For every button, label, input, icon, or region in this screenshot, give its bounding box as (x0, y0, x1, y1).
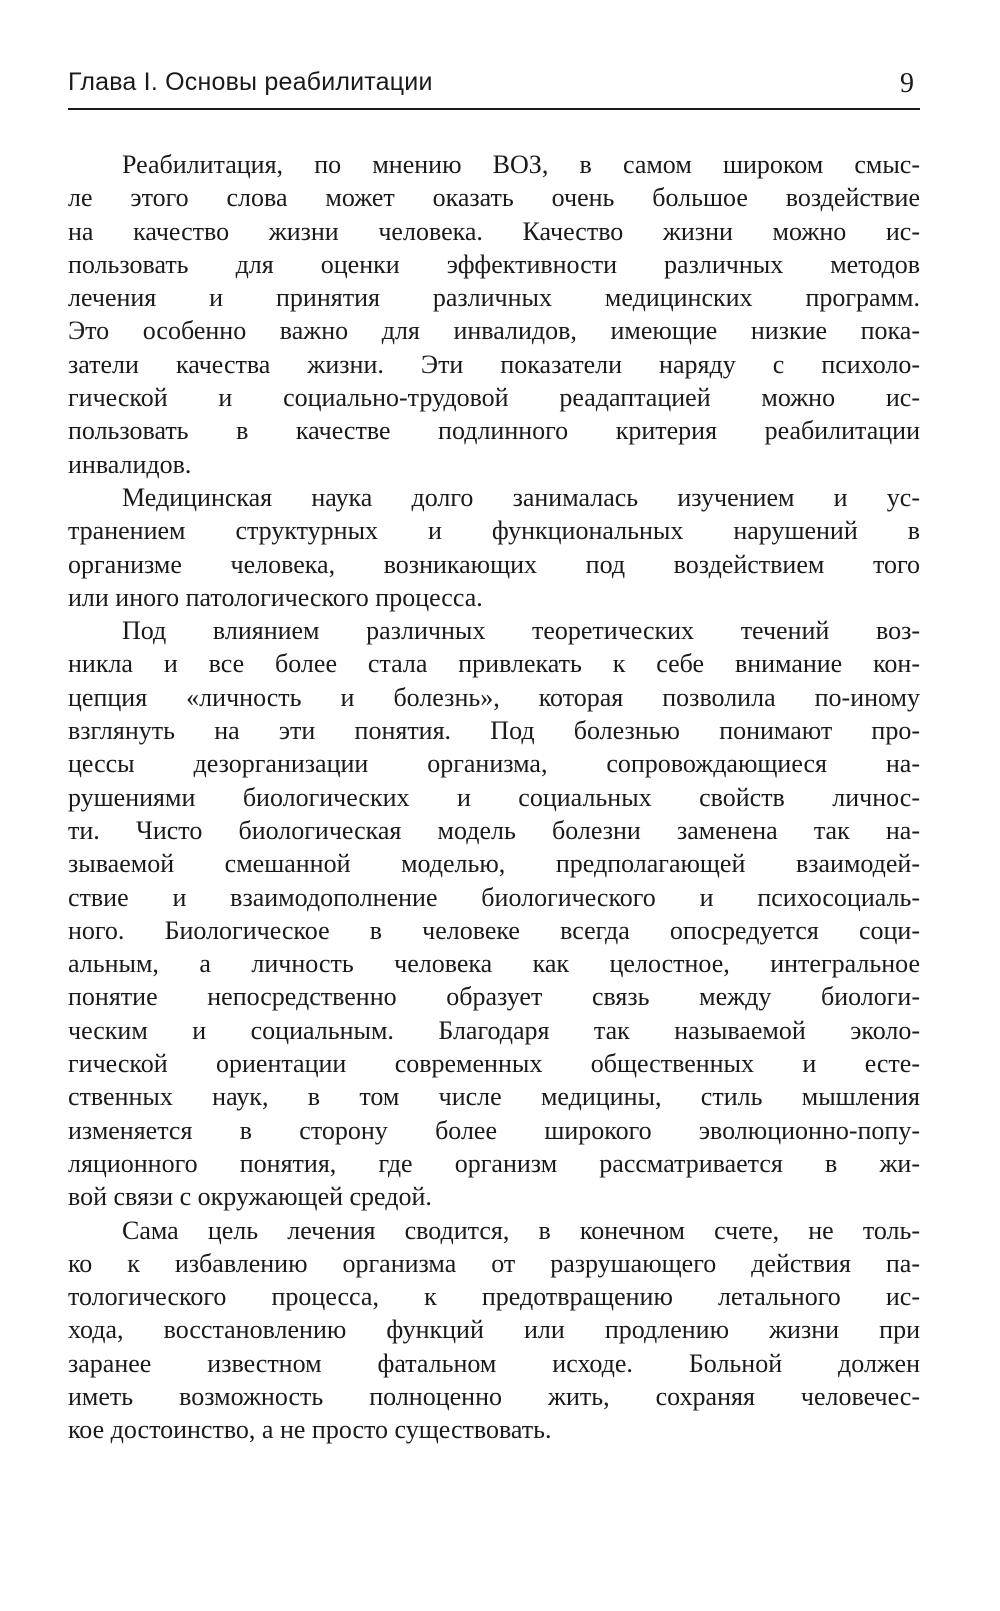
text-line: иметь возможность полноценно жить, сохраняя человечес- (68, 1381, 920, 1411)
text-line: Реабилитация, по мнению ВОЗ, в самом широком смыс- (122, 150, 920, 179)
text-body (68, 148, 920, 1447)
running-header (68, 64, 920, 110)
text-line: вой связи с окружающей средой. (68, 1182, 432, 1212)
text-line: понятие непосредственно образует связь между биологи- (68, 982, 920, 1012)
text-line: ко к избавлению организма от разрушающего действия па- (68, 1248, 920, 1278)
text-line: лечения и принятия различных медицинских программ. (68, 283, 920, 313)
page-number: 9 (900, 68, 914, 99)
text-line: инвалидов. (68, 449, 192, 479)
text-line: пользовать в качестве подлинного критерия реабилитации (68, 416, 920, 446)
text-line: Это особенно важно для инвалидов, имеющие низкие пока- (68, 316, 920, 346)
text-line: пользовать для оценки эффективности различных методов (68, 249, 920, 279)
text-line: затели качества жизни. Эти показатели наряду с психоло- (68, 349, 920, 379)
text-line: транением структурных и функциональных нарушений в (68, 516, 920, 546)
text-line: ственных наук, в том числе медицины, стиль мышления (68, 1082, 920, 1112)
text-line: гической и социально-трудовой реадаптацией можно ис- (68, 383, 920, 413)
text-line: ти. Чисто биологическая модель болезни заменена так на- (68, 815, 920, 845)
text-line: цессы дезорганизации организма, сопровождающиеся на- (68, 749, 920, 779)
text-line: цепция «личность и болезнь», которая позволила по-иному (68, 682, 920, 712)
text-line: или иного патологического процесса. (68, 582, 483, 612)
text-line: на качество жизни человека. Качество жизни можно ис- (68, 216, 920, 246)
text-line: гической ориентации современных общественных и есте- (68, 1049, 920, 1079)
chapter-title: Глава I. Основы реабилитации (68, 68, 433, 96)
paragraph-4 (68, 1214, 920, 1447)
text-line: хода, восстановлению функций или продлению жизни при (68, 1315, 920, 1345)
text-line: никла и все более стала привлекать к себе внимание кон- (68, 649, 920, 679)
text-line: ляционного понятия, где организм рассматривается в жи- (68, 1148, 920, 1178)
text-line: кое достоинство, а не просто существовать. (68, 1415, 552, 1445)
text-line: изменяется в сторону более широкого эволюционно-попу- (68, 1115, 920, 1145)
paragraph-1 (68, 148, 920, 481)
text-line: Медицинская наука долго занималась изучением и ус- (122, 482, 920, 512)
text-line: тологического процесса, к предотвращению летального ис- (68, 1282, 920, 1312)
text-line: Сама цель лечения сводится, в конечном счете, не толь- (122, 1215, 920, 1245)
text-line: ного. Биологическое в человеке всегда опосредуется соци- (68, 915, 920, 945)
text-line: организме человека, возникающих под воздействием того (68, 549, 920, 579)
text-line: зываемой смешанной моделью, предполагающей взаимодей- (68, 849, 920, 879)
text-line: Под влиянием различных теоретических течений воз- (122, 616, 920, 646)
text-line: взглянуть на эти понятия. Под болезнью понимают про- (68, 716, 920, 746)
paragraph-2 (68, 481, 920, 614)
text-line: рушениями биологических и социальных свойств личнос- (68, 782, 920, 812)
text-line: ческим и социальным. Благодаря так называемой эколо- (68, 1015, 920, 1045)
text-line: альным, а личность человека как целостное, интегральное (68, 949, 920, 979)
text-line: ле этого слова может оказать очень большое воздействие (68, 183, 920, 213)
text-line: заранее известном фатальном исходе. Больной должен (68, 1348, 920, 1378)
text-line: ствие и взаимодополнение биологического и психосоциаль- (68, 882, 920, 912)
paragraph-3 (68, 614, 920, 1213)
